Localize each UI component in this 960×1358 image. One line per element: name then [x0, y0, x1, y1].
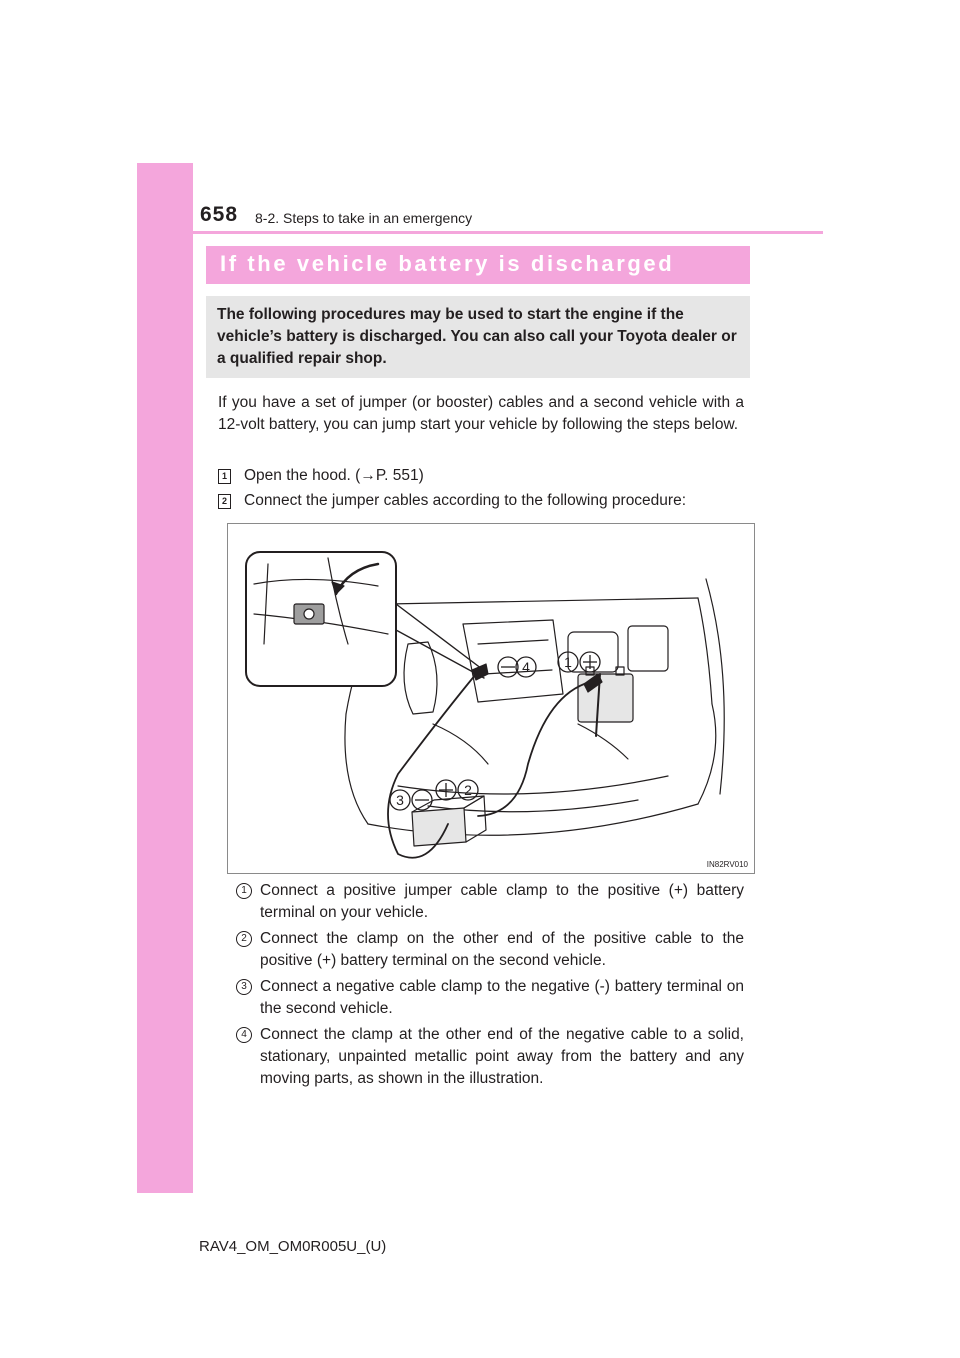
sub-step-text: Connect a negative cable clamp to the negative (-) battery terminal on the second vehicle.: [260, 978, 744, 1017]
step-text: Open the hood. (→P. 551): [244, 467, 424, 484]
header-rule: [193, 231, 823, 234]
right-body-line: [706, 579, 724, 794]
reservoir: [404, 642, 437, 714]
left-fender: [345, 714, 368, 824]
sub-step-number: 2: [236, 931, 252, 947]
positive-jumper-cable: [478, 682, 590, 816]
right-fender: [698, 704, 716, 804]
callout-2-label: 2: [464, 782, 472, 798]
side-band: [137, 163, 193, 1193]
sub-step-number: 3: [236, 979, 252, 995]
sub-step-text: Connect a positive jumper cable clamp to the positive (+) battery terminal on your vehicle.: [260, 882, 744, 921]
callout-1-label: 1: [564, 654, 572, 670]
hood-right-edge: [698, 598, 712, 704]
step-number-box: 2: [218, 494, 231, 509]
sub-step-text: Connect the clamp on the other end of the positive cable to the positive (+) battery terminal on the second vehicle.: [260, 930, 744, 969]
sub-step-number: 1: [236, 883, 252, 899]
body-paragraph: If you have a set of jumper (or booster) cables and a second vehicle with a 12-volt battery, you can jump start your vehicle by following the steps below.: [218, 394, 744, 433]
engine-cover: [463, 620, 563, 702]
grille-upper: [398, 776, 668, 794]
fuse-box: [628, 626, 668, 671]
step-number-box: 1: [218, 469, 231, 484]
section-title: 8-2. Steps to take in an emergency: [255, 210, 473, 226]
footer-doc-code: RAV4_OM_OM0R005U_(U): [199, 1238, 387, 1255]
step-text: Connect the jumper cables according to the following procedure:: [244, 492, 687, 509]
jump-start-illustration: [227, 523, 755, 874]
vehicle-battery: [578, 674, 633, 722]
hose: [433, 724, 488, 764]
intro-box: [206, 296, 750, 378]
figure-code: IN82RV010: [706, 860, 748, 869]
page-number: 658: [200, 203, 239, 226]
sub-step-text: Connect the clamp at the other end of the negative cable to a solid, stationary, unpainted metallic point away from the battery and any moving parts, as shown in the illustration.: [260, 1026, 744, 1087]
page-heading: If the vehicle battery is discharged: [220, 251, 675, 276]
sub-step-number: 4: [236, 1027, 252, 1043]
hose: [578, 724, 628, 759]
ground-bolt-head: [304, 609, 314, 619]
engine-bay-drawing: [228, 524, 754, 873]
heading-bar: [206, 246, 750, 284]
callout-3-label: 3: [396, 792, 404, 808]
intro-text: The following procedures may be used to start the engine if the vehicle’s battery is discharged. You can also call your Toyota dealer or a qualified repair shop.: [217, 306, 737, 367]
hood-outline: [388, 598, 698, 604]
callout-4-label: 4: [522, 659, 530, 675]
engine-detail: [478, 640, 548, 644]
